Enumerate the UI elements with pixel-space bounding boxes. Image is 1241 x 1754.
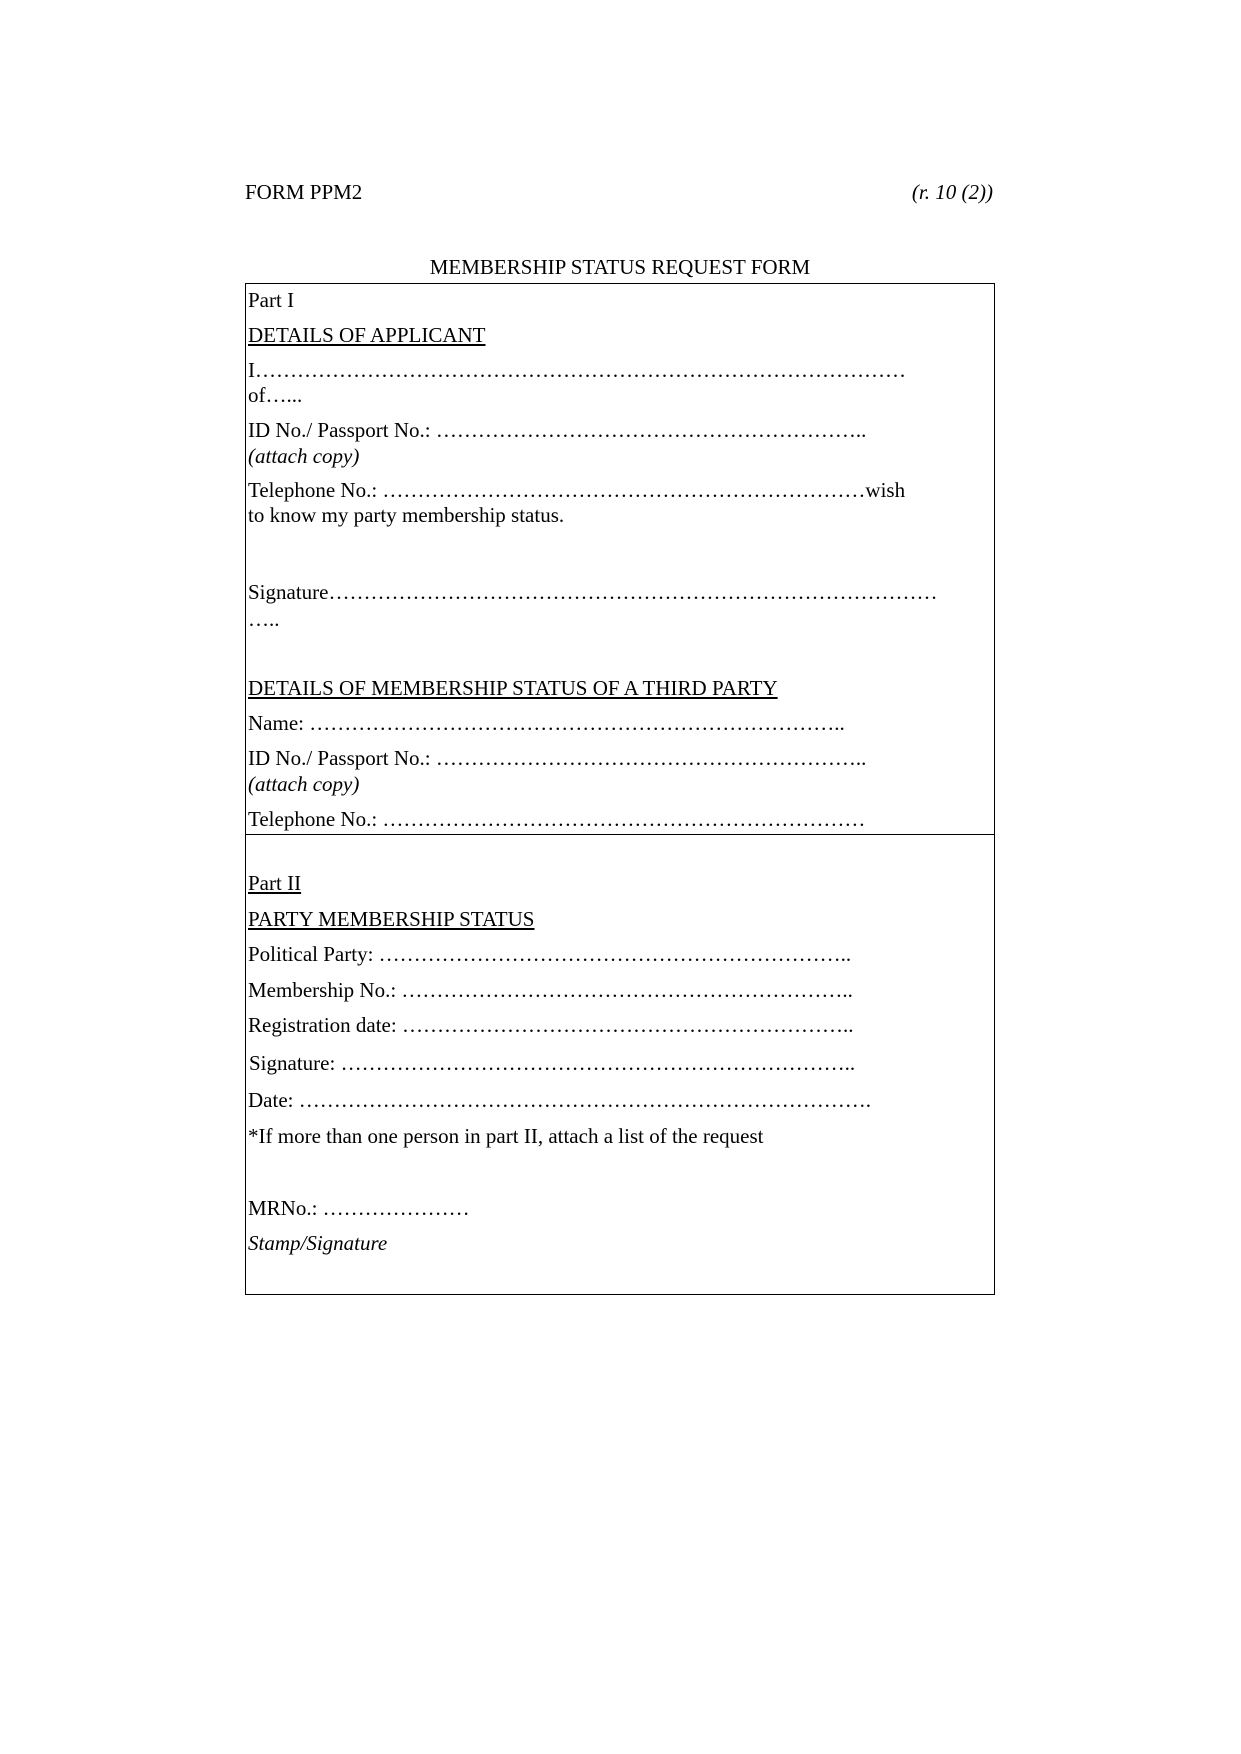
- signature-continuation: …..: [248, 607, 280, 631]
- applicant-signature-field[interactable]: Signature……………………………………………………………………………: [248, 580, 938, 604]
- official-signature-field[interactable]: Signature: ………………………………………………………………..: [249, 1051, 856, 1075]
- mr-number-field[interactable]: MRNo.: …………………: [248, 1196, 470, 1220]
- form-title: MEMBERSHIP STATUS REQUEST FORM: [429, 255, 811, 279]
- membership-number-field[interactable]: Membership No.: ………………………………………………………..: [248, 978, 853, 1002]
- part-one-box: [245, 283, 995, 835]
- status-request-text: to know my party membership status.: [248, 503, 565, 527]
- third-party-id-field[interactable]: ID No./ Passport No.: ……………………………………………………..: [248, 746, 867, 770]
- applicant-address-field[interactable]: of…...: [248, 383, 303, 407]
- stamp-signature-label: Stamp/Signature: [248, 1231, 388, 1255]
- part-two-label: Part II: [248, 871, 302, 895]
- rule-reference: (r. 10 (2)): [911, 180, 993, 204]
- applicant-id-field[interactable]: ID No./ Passport No.: ……………………………………………………..: [248, 418, 867, 442]
- date-field[interactable]: Date: ……………………………………………………………………….: [248, 1088, 871, 1112]
- applicant-heading: DETAILS OF APPLICANT: [248, 323, 486, 347]
- multiple-persons-note: *If more than one person in part II, attach a list of the request: [248, 1124, 764, 1148]
- part-one-label: Part I: [248, 288, 295, 312]
- part-two-box: [245, 834, 995, 1295]
- third-party-name-field[interactable]: Name: …………………………………………………………………..: [248, 711, 845, 735]
- registration-date-field[interactable]: Registration date: ………………………………………………………..: [248, 1013, 854, 1037]
- party-status-heading: PARTY MEMBERSHIP STATUS: [248, 907, 535, 931]
- third-party-heading: DETAILS OF MEMBERSHIP STATUS OF A THIRD PARTY: [248, 676, 778, 700]
- form-code: FORM PPM2: [245, 180, 363, 204]
- third-party-telephone-field[interactable]: Telephone No.: ……………………………………………………………: [248, 807, 866, 831]
- applicant-telephone-field[interactable]: Telephone No.: ……………………………………………………………wish: [248, 478, 906, 502]
- applicant-name-field[interactable]: I…………………………………………………………………………………: [248, 358, 906, 382]
- attach-copy-note: (attach copy): [248, 444, 360, 468]
- third-party-attach-copy-note: (attach copy): [248, 772, 360, 796]
- political-party-field[interactable]: Political Party: …………………………………………………………..: [248, 942, 852, 966]
